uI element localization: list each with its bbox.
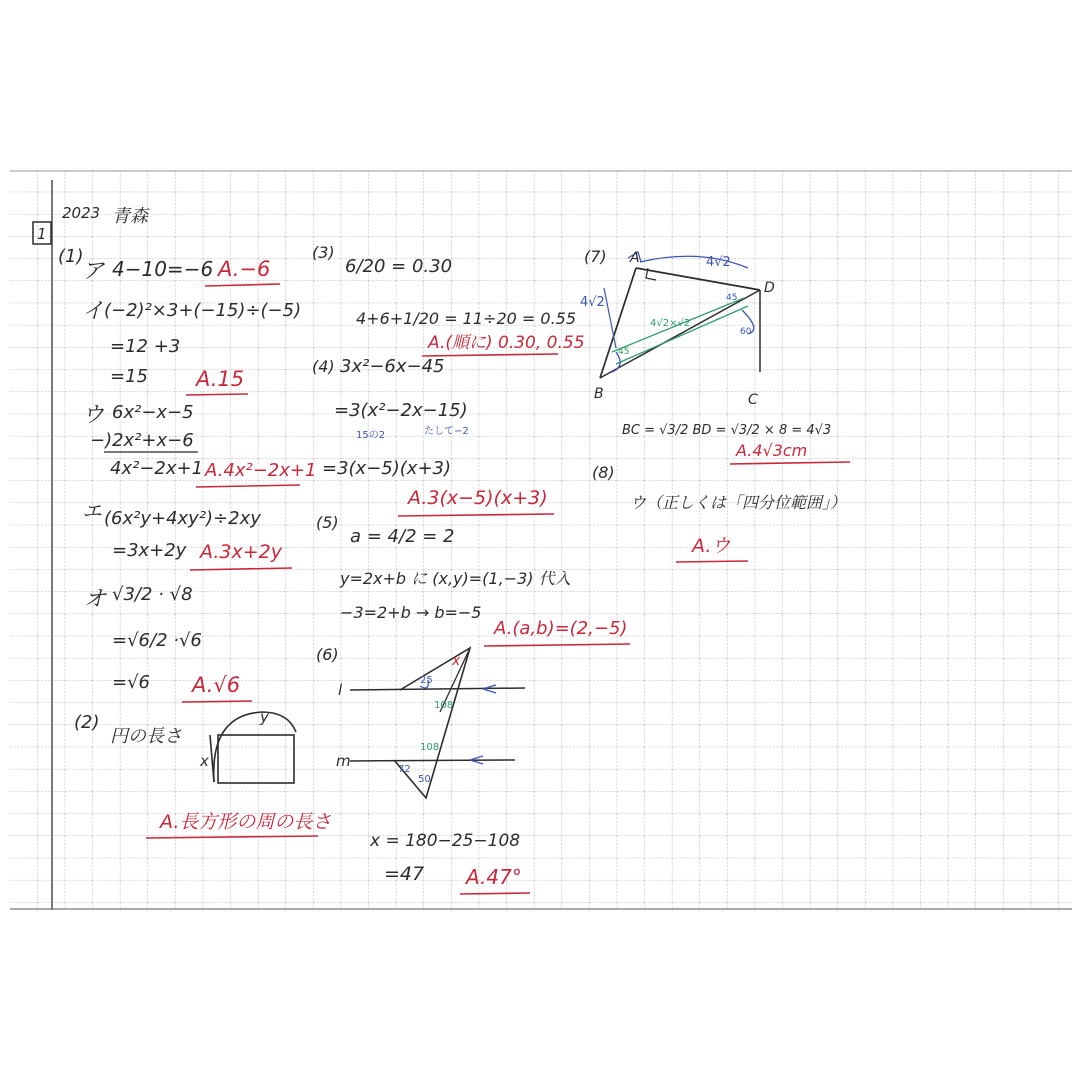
q6-a50: 50 <box>418 774 431 785</box>
i-line1: (−2)²×3+(−15)÷(−5) <box>104 300 302 321</box>
q5-line2: y=2x+b に (x,y)=(1,−3) 代入 <box>340 569 571 588</box>
q6-label: (6) <box>316 645 339 664</box>
q6-line2: =47 <box>384 863 425 885</box>
q1-label: (1) <box>58 246 84 267</box>
o-line2: =√6/2 ·√6 <box>112 630 202 651</box>
e-line2: =3x+2y <box>112 540 187 561</box>
q4-line3: =3(x−5)(x+3) <box>322 458 451 479</box>
e-label: エ <box>82 499 102 523</box>
q6-a72: 72 <box>398 764 411 775</box>
o-line1: √3/2 · √8 <box>112 584 193 605</box>
q4-answer: A.3(x−5)(x+3) <box>408 487 548 509</box>
e-line1: (6x²y+4xy²)÷2xy <box>104 508 261 529</box>
u-line2: −)2x²+x−6 <box>90 430 194 451</box>
o-answer-underline <box>182 701 252 702</box>
q2-x: x <box>200 752 209 770</box>
q7-answer: A.4√3cm <box>736 441 808 460</box>
q4-line2: =3(x²−2x−15) <box>334 400 468 421</box>
i-answer: A.15 <box>196 367 245 391</box>
q2-y: y <box>260 708 269 726</box>
q3-line1: 6/20 = 0.30 <box>345 256 453 277</box>
q2-label: (2) <box>74 712 100 733</box>
q4-note1: 15の2 <box>356 430 386 441</box>
e-answer: A.3x+2y <box>200 541 282 563</box>
q3-label: (3) <box>312 243 335 262</box>
q5-line1: a = 4/2 = 2 <box>350 526 455 547</box>
i-answer-underline <box>186 394 248 395</box>
q7-B: B <box>594 386 604 402</box>
q8-text: ウ（正しくは「四分位範囲」） <box>630 493 847 512</box>
i-line2: =12 +3 <box>110 336 181 357</box>
q5-line3: −3=2+b → b=−5 <box>340 603 482 622</box>
q7-ang60: 60 <box>740 327 752 337</box>
q6-a108a: 108 <box>434 700 454 711</box>
q7-ang45a: 45 <box>618 347 630 357</box>
q6-line1: x = 180−25−108 <box>370 831 521 851</box>
section-number: 1 <box>37 225 47 243</box>
i-label: イ <box>82 299 105 324</box>
u-line3: 4x²−2x+1 <box>110 458 204 479</box>
q7-A: A <box>630 250 640 266</box>
q6-answer: A.47° <box>466 865 522 889</box>
header-subject: 青森 <box>112 206 148 227</box>
q7-ang45b: 45 <box>726 293 738 303</box>
q7-AB: 4√2 <box>580 295 605 310</box>
o-label: オ <box>84 587 107 612</box>
a-answer: A.−6 <box>218 257 271 281</box>
q8-answer: A.ウ <box>692 535 731 557</box>
q6-x: x <box>452 653 461 669</box>
q6-a25: 25 <box>420 675 433 686</box>
q7-D: D <box>764 280 775 296</box>
a-label: ア <box>82 259 105 284</box>
o-answer: A.√6 <box>192 673 241 697</box>
q6-answer-underline <box>460 893 530 894</box>
q7-line1: BC = √3/2 BD = √3/2 × 8 = 4√3 <box>622 423 832 438</box>
q7-C: C <box>748 392 758 408</box>
u-answer: A.4x²−2x+1 <box>205 460 317 481</box>
q3-line2: 4+6+1/20 = 11÷20 = 0.55 <box>356 309 577 328</box>
q8-answer-underline <box>676 561 748 562</box>
q8-label: (8) <box>592 463 615 482</box>
q7-AD: 4√2 <box>706 255 731 270</box>
u-label: ウ <box>82 403 105 428</box>
q3-answer: A.(順に) 0.30, 0.55 <box>428 333 585 353</box>
q2-text: 円の長さ <box>110 726 182 747</box>
u-line1: 6x²−x−5 <box>112 402 194 423</box>
q2-answer: A.長方形の周の長さ <box>160 811 332 833</box>
o-line3: =√6 <box>112 672 151 693</box>
q6-l: l <box>338 681 343 699</box>
q4-note2: たして−2 <box>424 426 469 437</box>
q4-line1: 3x²−6x−45 <box>340 356 445 377</box>
q7-label: (7) <box>584 247 607 266</box>
q5-answer: A.(a,b)=(2,−5) <box>494 618 628 639</box>
a-line: 4−10=−6 <box>112 257 214 281</box>
i-line3: =15 <box>110 366 148 387</box>
header-year: 2023 <box>62 204 101 222</box>
q7-BD: 4√2×√2 <box>650 318 691 329</box>
q4-label: (4) <box>312 357 335 376</box>
q6-m: m <box>336 752 351 770</box>
q6-a108b: 108 <box>420 742 440 753</box>
q5-label: (5) <box>316 513 339 532</box>
